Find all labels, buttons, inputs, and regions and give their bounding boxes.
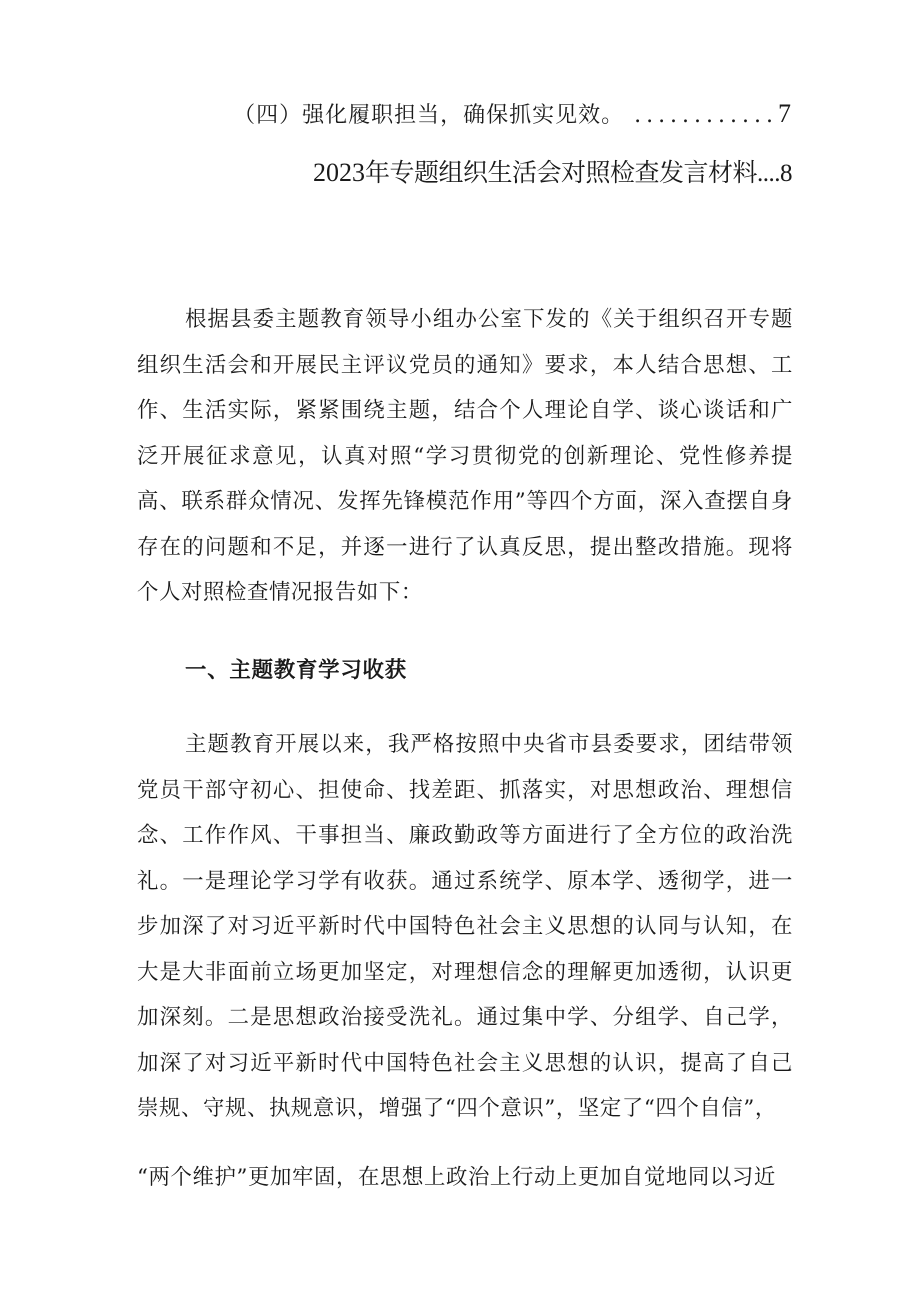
- section-heading: 一、主题教育学习收获: [185, 658, 407, 683]
- toc-page-number: 8: [780, 160, 792, 187]
- toc-entry[interactable]: [233, 98, 792, 129]
- toc-leader-dots: ....: [757, 160, 780, 187]
- toc-entry-title: （四）强化履职担当，确保抓实见效。: [233, 103, 625, 128]
- toc-page-number: 7: [778, 99, 792, 128]
- toc-entry[interactable]: [313, 153, 792, 189]
- toc-entry-year: 2023: [312, 158, 365, 187]
- body-paragraph: “两个维护”更加牢固，在思想上政治上行动上更加自觉地同以习近: [137, 1165, 776, 1190]
- body-paragraph: 主题教育开展以来，我严格按照中央省市县委要求，团结带领党员干部守初心、担使命、找差距、抓落实，对思想政治、理想信念、工作作风、干事担当、廉政勤政等方面进行了全方位的政治洗礼。一是理论学习学有收获。通过系统学、原本学、透彻学，进一步加深了对习近平新时代中国特色社会主义思想的认同与认知，在大是大非面前立场更加坚定，对理想信念的理解更加透彻，认识更加深刻。二是思想政治接受洗礼。通过集中学、分组学、自己学，加深了对习近平新时代中国特色社会主义思想的认识，提高了自己崇规、守规、执规意识，增强了“四个意识”，坚定了“四个自信”，: [137, 732, 793, 1121]
- toc-leader-dots: ............: [634, 103, 778, 128]
- toc-entry-title: 年专题组织生活会对照检查发言材料: [364, 158, 757, 187]
- body-paragraph: 根据县委主题教育领导小组办公室下发的《关于组织召开专题组织生活会和开展民主评议党员的通知》要求，本人结合思想、工作、生活实际，紧紧围绕主题，结合个人理论自学、谈心谈话和广泛开展征求意见，认真对照“学习贯彻党的创新理论、党性修养提高、联系群众情况、发挥先锋模范作用”等四个方面，深入查摆自身存在的问题和不足，并逐一进行了认真反思，提出整改措施。现将个人对照检查情况报告如下：: [137, 307, 793, 605]
